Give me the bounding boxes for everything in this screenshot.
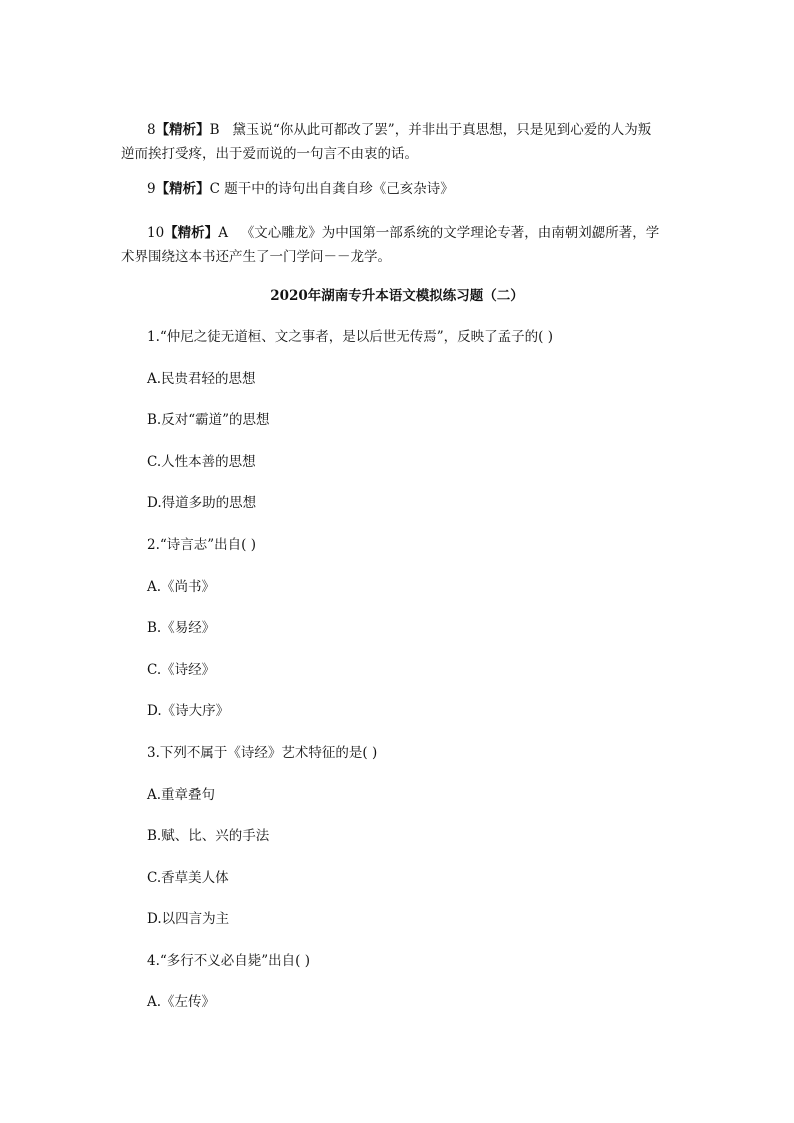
answer-9-letter: C <box>209 181 220 197</box>
answer-8-text-2: 逆而挨打受疼，出于爱而说的一句言不由衷的话。 <box>121 146 418 162</box>
question-2-option-a: A.《尚书》 <box>147 579 216 595</box>
answer-9-tag: 【精析】 <box>155 181 210 197</box>
answer-10-tag: 【精析】 <box>164 225 219 241</box>
question-2-option-d: D.《诗大序》 <box>147 703 230 719</box>
question-1-stem: 1.“仲尼之徒无道桓、文之事者，是以后世无传焉”，反映了孟子的( ) <box>147 329 554 345</box>
answer-8-number: 8 <box>147 122 156 138</box>
question-4-stem: 4.“多行不义必自毙”出自( ) <box>147 953 311 969</box>
question-4-option-a: A.《左传》 <box>147 994 216 1010</box>
answer-10-number: 10 <box>147 225 165 241</box>
answer-9-line-1 <box>121 177 669 201</box>
answer-8-text-1: 黛玉说“你从此可都改了罢”，并非出于真思想，只是见到心爱的人为叛 <box>232 122 652 138</box>
answer-8-line-1 <box>121 118 669 142</box>
question-1-option-c: C.人性本善的思想 <box>147 454 256 470</box>
question-1-option-b: B.反对“霸道”的思想 <box>147 412 270 428</box>
answer-9 <box>121 177 669 201</box>
answer-9-text: 题干中的诗句出自龚自珍《己亥杂诗》 <box>224 181 454 197</box>
answer-10 <box>121 221 669 269</box>
answer-10-line-1 <box>121 221 669 245</box>
question-3-option-b: B.赋、比、兴的手法 <box>147 828 270 844</box>
question-3-stem: 3.下列不属于《诗经》艺术特征的是( ) <box>147 745 378 761</box>
question-2-option-c: C.《诗经》 <box>147 662 216 678</box>
question-3-option-d: D.以四言为主 <box>147 911 230 927</box>
question-3-option-c: C.香草美人体 <box>147 870 229 886</box>
section-title: 2020年湖南专升本语文模拟练习题（二） <box>270 288 524 304</box>
answer-8-letter: B <box>209 122 220 138</box>
question-2-option-b: B.《易经》 <box>147 620 216 636</box>
answer-8 <box>121 118 669 166</box>
answer-10-text-1: 《文心雕龙》为中国第一部系统的文学理论专著，由南朝刘勰所著，学 <box>240 225 660 241</box>
question-3-option-a: A.重章叠句 <box>147 787 216 803</box>
question-1-option-d: D.得道多助的思想 <box>147 495 257 511</box>
question-1-option-a: A.民贵君轻的思想 <box>147 371 256 387</box>
question-2-stem: 2.“诗言志”出自( ) <box>147 537 257 553</box>
answer-10-text-2: 术界围绕这本书还产生了一门学问－－龙学。 <box>121 249 391 265</box>
answer-9-number: 9 <box>147 181 156 197</box>
answer-8-tag: 【精析】 <box>155 122 210 138</box>
answer-10-letter: A <box>218 225 228 241</box>
